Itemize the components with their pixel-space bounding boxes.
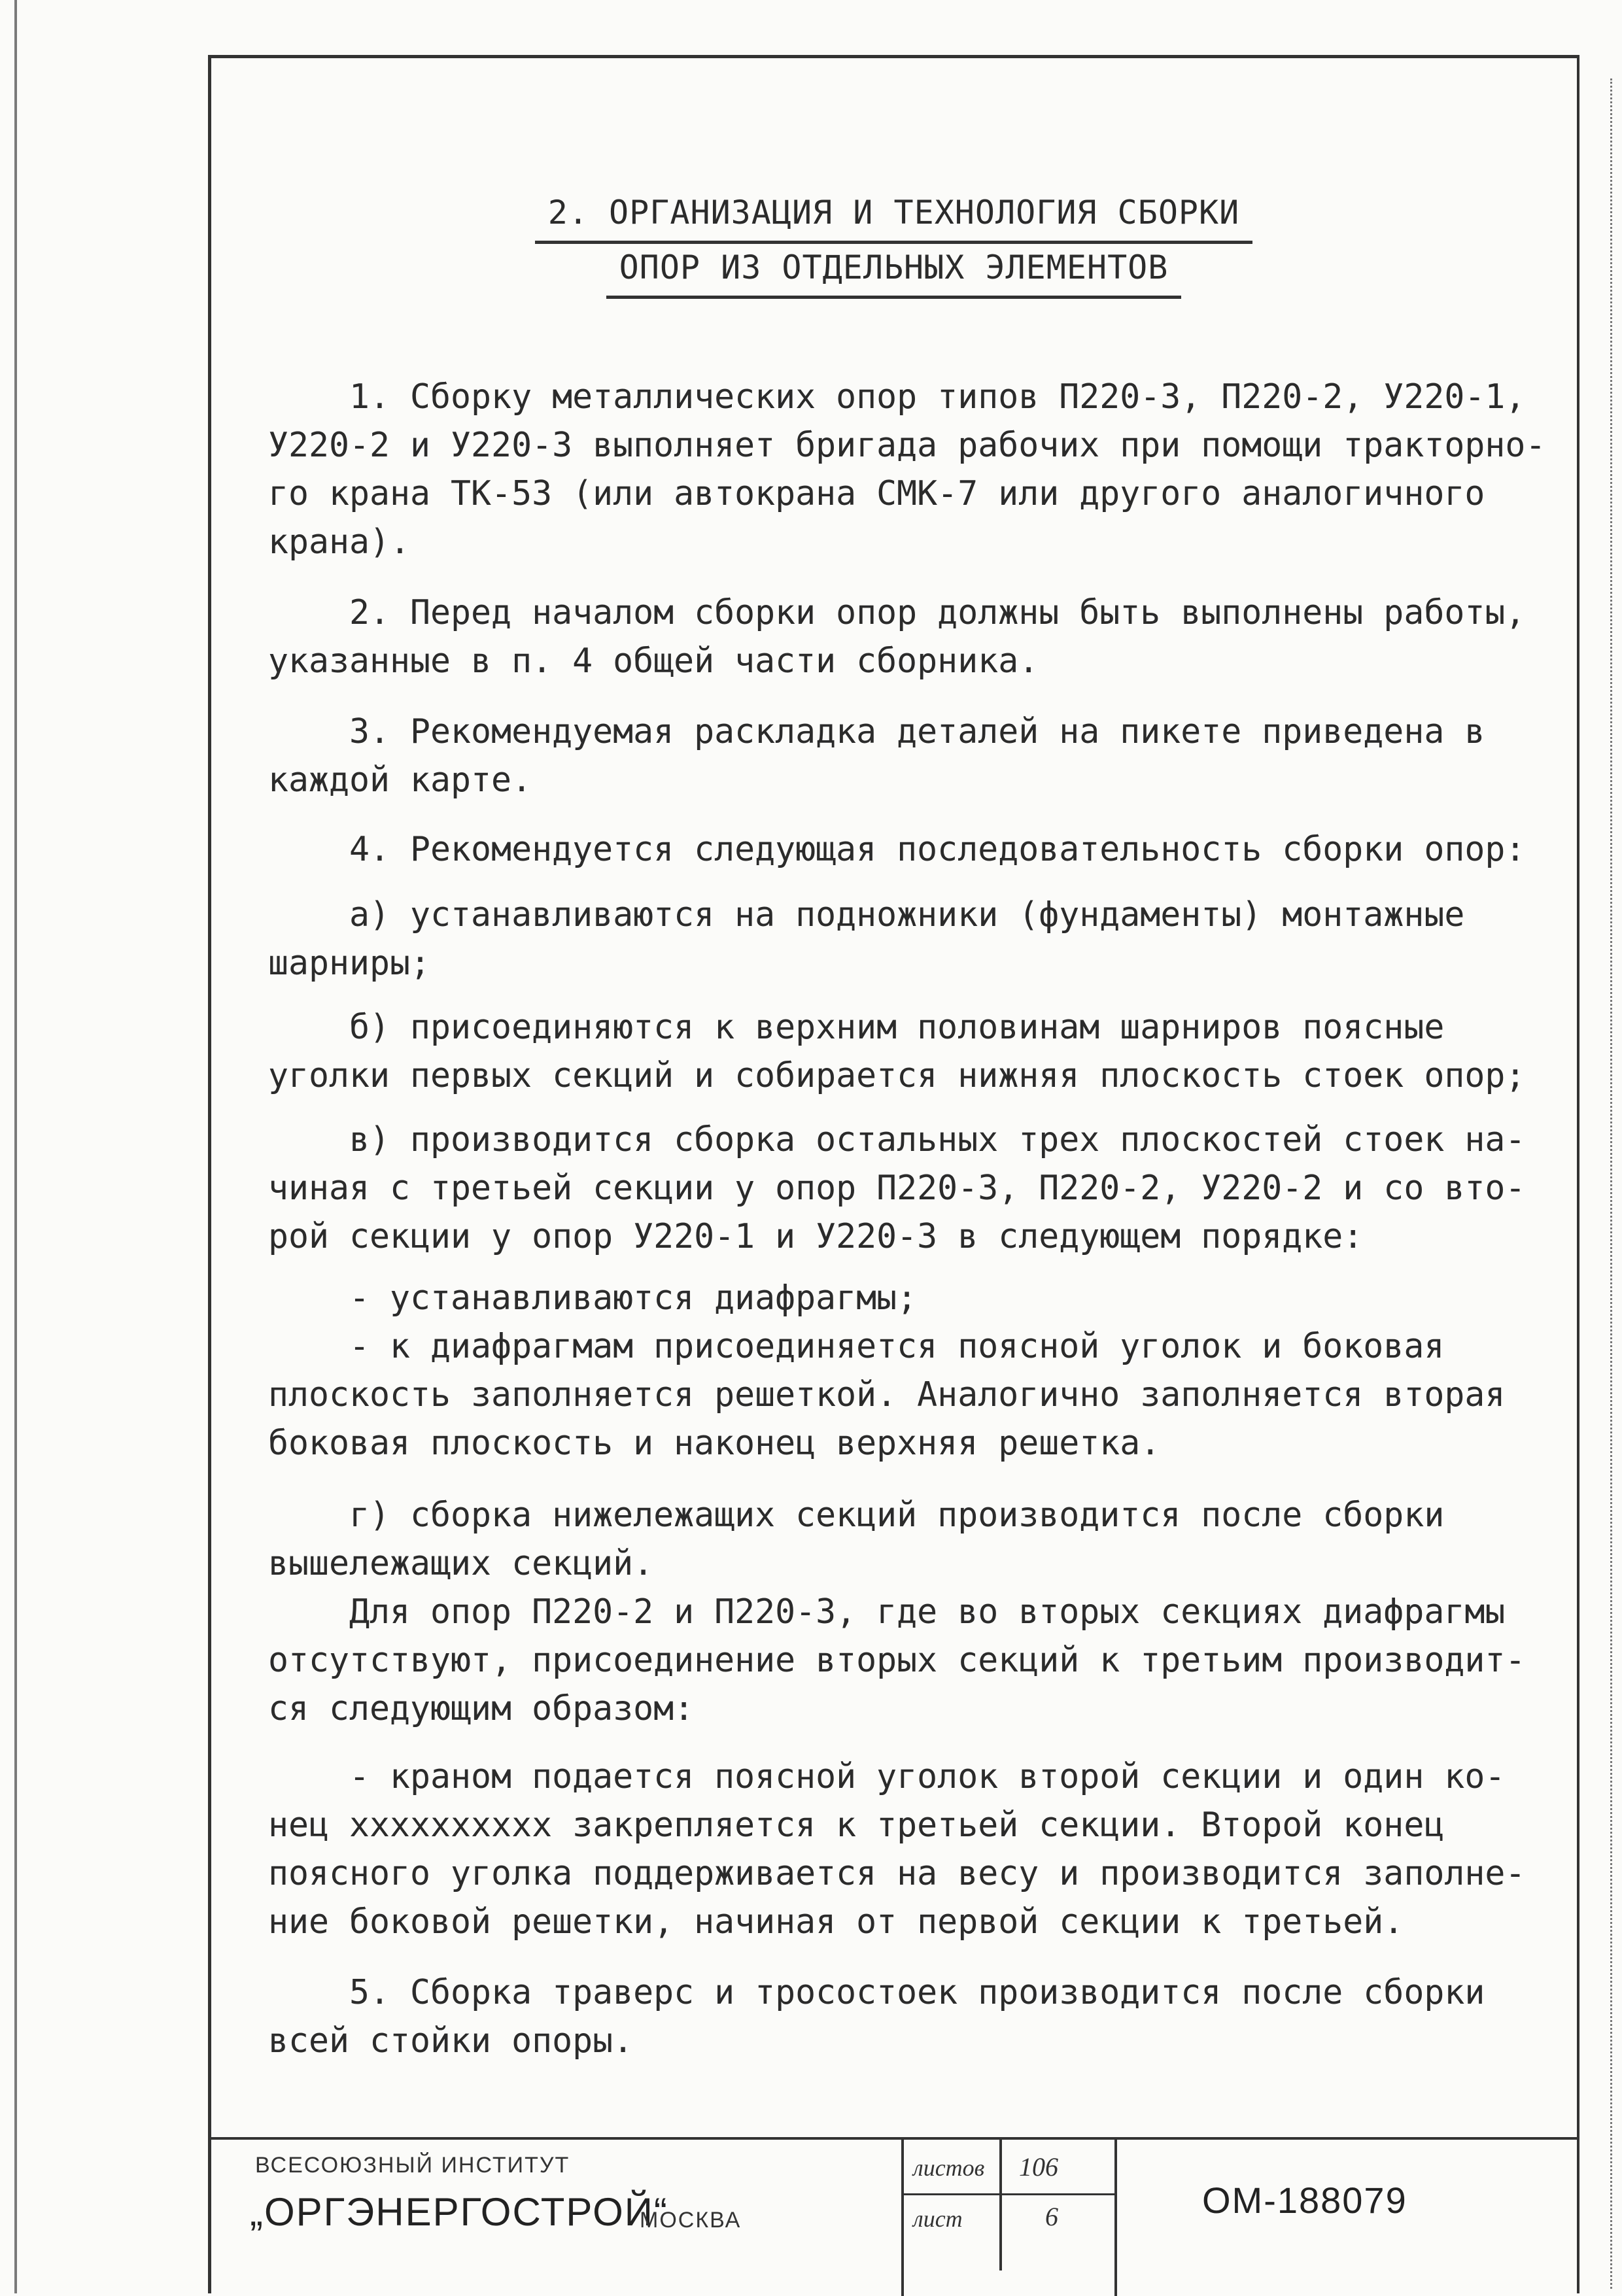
footer-divider-1 [901, 2140, 904, 2296]
paragraph-4v-steps: - устанавливаются диафрагмы; - к диафрагмам присоединяется поясной уголок и боковая плоскость заполняется решеткой. Аналогично заполняется вторая боковая плоскость и наконец верхняя решетка. [268, 1278, 1506, 1463]
footer-sheet-label: лист [913, 2206, 963, 2232]
section-title-line2-text: ОПОР ИЗ ОТДЕЛЬНЫХ ЭЛЕМЕНТОВ [606, 248, 1182, 299]
scan-edge-right [1610, 78, 1613, 2289]
footer-divider-2 [999, 2140, 1002, 2270]
footer-sheet-value: 6 [1045, 2202, 1058, 2231]
paragraph-4g: г) сборка нижележащих секций производится после сборки вышележащих секций. Для опор П220-2 и П220-3, где во вторых секциях диафрагмы отсутствуют, присоединение вторых секций к третьим производит- ся следующим образом: [268, 1496, 1526, 1728]
paragraph-2: 2. Перед началом сборки опор должны быть выполнены работы, указанные в п. 4 общей части сборника. [268, 593, 1526, 681]
scan-edge-left [14, 0, 17, 2293]
paragraph-5: 5. Сборка траверс и тросостоек производится после сборки всей стойки опоры. [268, 1973, 1485, 2061]
footer-divider-3 [1114, 2140, 1117, 2296]
paragraph-crane-step: - краном подается поясной уголок второй секции и один ко- нец xxxxxxxxxx закрепляется к третьей секции. Второй конец поясного уголка поддерживается на весу и производится заполне- ние боковой решетки, начиная от первой секции к третьей. [268, 1757, 1526, 1942]
footer-sheets-label: листов [913, 2155, 985, 2181]
footer-document-code: ОМ-188079 [1202, 2180, 1407, 2221]
section-title-line1-text: 2. ОРГАНИЗАЦИЯ И ТЕХНОЛОГИЯ СБОРКИ [535, 194, 1253, 244]
footer-organization: „ОРГЭНЕРГОСТРОЙ“ [250, 2190, 668, 2234]
title-block [208, 2137, 1579, 2293]
section-title-line1 [208, 194, 1579, 244]
paragraph-4a: а) устанавливаются на подножники (фундаменты) монтажные шарниры; [268, 895, 1465, 983]
paragraph-4: 4. Рекомендуется следующая последовательность сборки опор: [268, 830, 1526, 869]
footer-institute: ВСЕСОЮЗНЫЙ ИНСТИТУТ [255, 2153, 570, 2178]
footer-city: МОСКВА [640, 2208, 742, 2233]
paragraph-3: 3. Рекомендуемая раскладка деталей на пикете приведена в каждой карте. [268, 712, 1485, 800]
section-title-line2 [208, 248, 1579, 299]
paragraph-1: 1. Сборку металлических опор типов П220-3, П220-2, У220-1, У220-2 и У220-3 выполняет бригада рабочих при помощи тракторно- го крана ТК-53 (или автокрана СМК-7 или другого аналогичного крана). [268, 377, 1546, 562]
footer-sheets-value: 106 [1019, 2152, 1058, 2182]
paragraph-4b: б) присоединяются к верхним половинам шарниров поясные уголки первых секций и собирается нижняя плоскость стоек опор; [268, 1008, 1526, 1095]
paragraph-4v: в) производится сборка остальных трех плоскостей стоек на- чиная с третьей секции у опор П220-3, П220-2, У220-2 и со вто- рой секции у опор У220-1 и У220-3 в следующем порядке: [268, 1120, 1526, 1256]
footer-cell-divider [901, 2193, 1114, 2195]
